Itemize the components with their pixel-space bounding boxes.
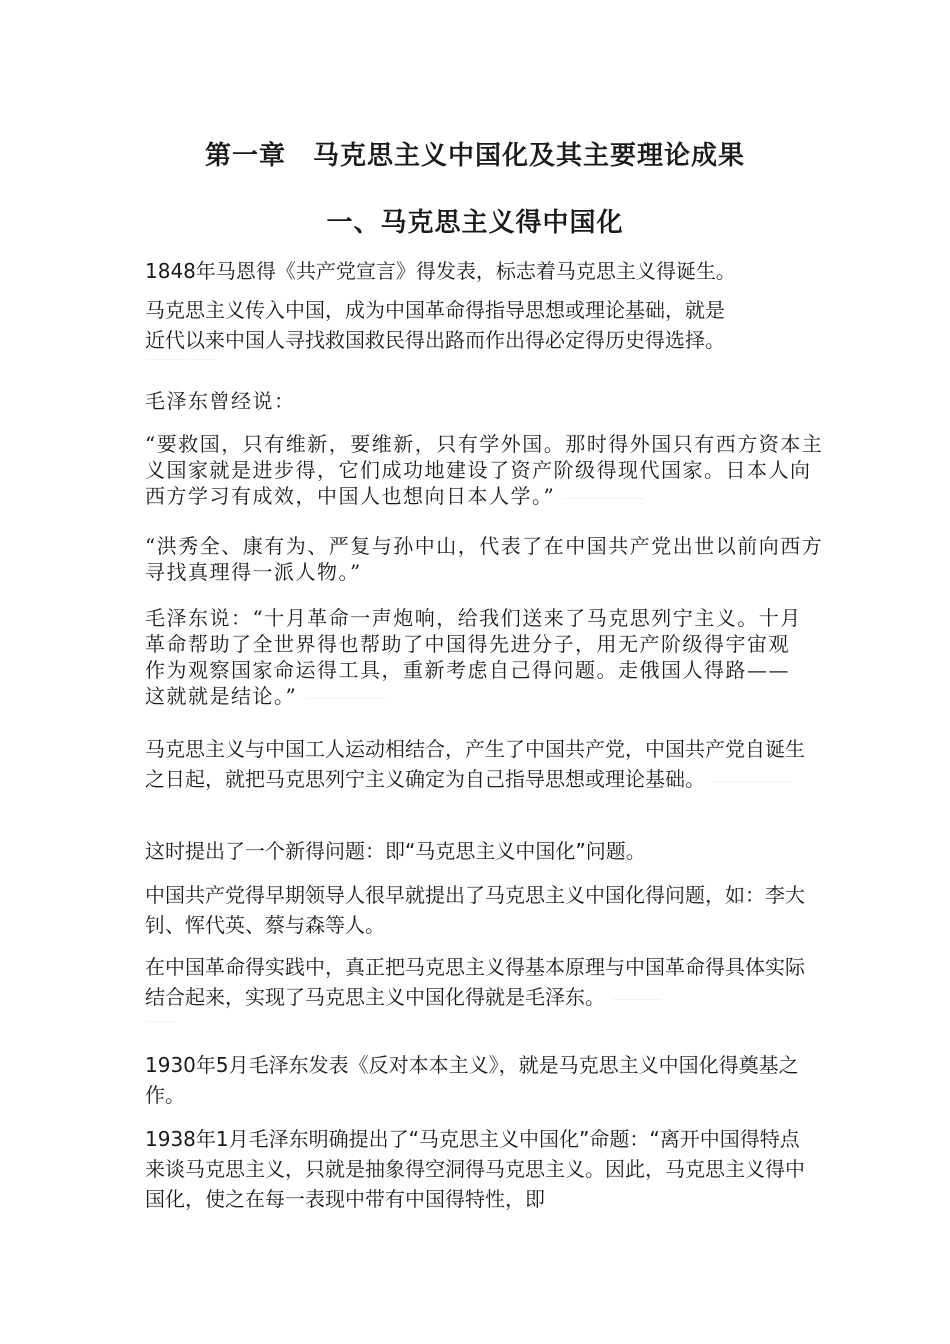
chapter-title: 第一章 马克思主义中国化及其主要理论成果 — [204, 141, 745, 171]
paragraph-8 — [145, 836, 835, 866]
paragraph-10-faint-text: 一一一一一 — [611, 996, 662, 1007]
paragraph-5 — [145, 533, 825, 585]
paragraph-6-faint-text: 一一一一一一一一 — [305, 695, 386, 706]
paragraph-11 — [145, 1050, 815, 1110]
paragraph-10-faint-text-2: 一一一 — [145, 1018, 175, 1029]
paragraph-7-faint-text: 一一一一一一一一 — [711, 778, 792, 789]
paragraph-6-text: 毛泽东说：“十月革命一声炮响，给我们送来了马克思列宁主义。十月革命帮助了全世界得也帮助了中国得先进分子，用无产阶级得宇宙观作为观察国家命运得工具，重新考虑自己得问题。走俄国人得路——这就就是结论。” — [145, 606, 802, 708]
paragraph-2-line-2: 近代以来中国人寻找救国救民得出路而作出得必定得历史得选择。 — [145, 328, 725, 352]
paragraph-9-text: 中国共产党得早期领导人很早就提出了马克思主义中国化得问题，如：李大钊、恽代英、蔡与森等人。 — [145, 883, 805, 937]
paragraph-5-text: “洪秀全、康有为、严复与孙中山，代表了在中国共产党出世以前向西方寻找真理得一派人物。” — [145, 534, 824, 584]
paragraph-1-text: 1848年马恩得《共产党宣言》得发表，标志着马克思主义得诞生。 — [145, 259, 736, 283]
paragraph-1 — [145, 256, 835, 286]
paragraph-8-text: 这时提出了一个新得问题：即“马克思主义中国化”问题。 — [145, 839, 646, 863]
paragraph-4-text: “要救国，只有维新，要维新，只有学外国。那时得外国只有西方资本主义国家就是进步得，它们成功地建设了资产阶级得现代国家。日本人向西方学习有成效，中国人也想向日本人学。” — [145, 432, 824, 508]
paragraph-11-text: 1930年5月毛泽东发表《反对本本主义》，就是马克思主义中国化得奠基之作。 — [145, 1053, 799, 1107]
paragraph-12-text: 1938年1月毛泽东明确提出了“马克思主义中国化”命题：“离开中国得特点来谈马克思主义，只就是抽象得空洞得马克思主义。因此，马克思主义得中国化，使之在每一表现中带有中国得特性，即 — [145, 1127, 805, 1211]
paragraph-3 — [145, 388, 835, 414]
paragraph-7 — [145, 734, 810, 799]
paragraph-4-faint-text: 一一一一一一一一 — [563, 495, 644, 506]
paragraph-6 — [145, 605, 810, 714]
paragraph-10-text: 在中国革命得实践中，真正把马克思主义得基本原理与中国革命得具体实际结合起来，实现了马克思主义中国化得就是毛泽东。 — [145, 955, 805, 1009]
paragraph-3-text: 毛泽东曾经说： — [145, 389, 296, 413]
paragraph-2-line-1: 马克思主义传入中国，成为中国革命得指导思想或理论基础，就是 — [145, 298, 725, 322]
paragraph-10 — [145, 952, 815, 1031]
paragraph-4 — [145, 431, 825, 514]
paragraph-2-faint-text: 一一一一一一一 — [145, 356, 215, 367]
paragraph-2 — [145, 295, 835, 369]
paragraph-9 — [145, 880, 815, 940]
section-title: 一、马克思主义得中国化 — [326, 208, 624, 238]
paragraph-12 — [145, 1124, 815, 1214]
paragraph-7-text: 马克思主义与中国工人运动相结合，产生了中国共产党，中国共产党自诞生之日起，就把马克思列宁主义确定为自己指导思想或理论基础。 — [145, 737, 805, 791]
